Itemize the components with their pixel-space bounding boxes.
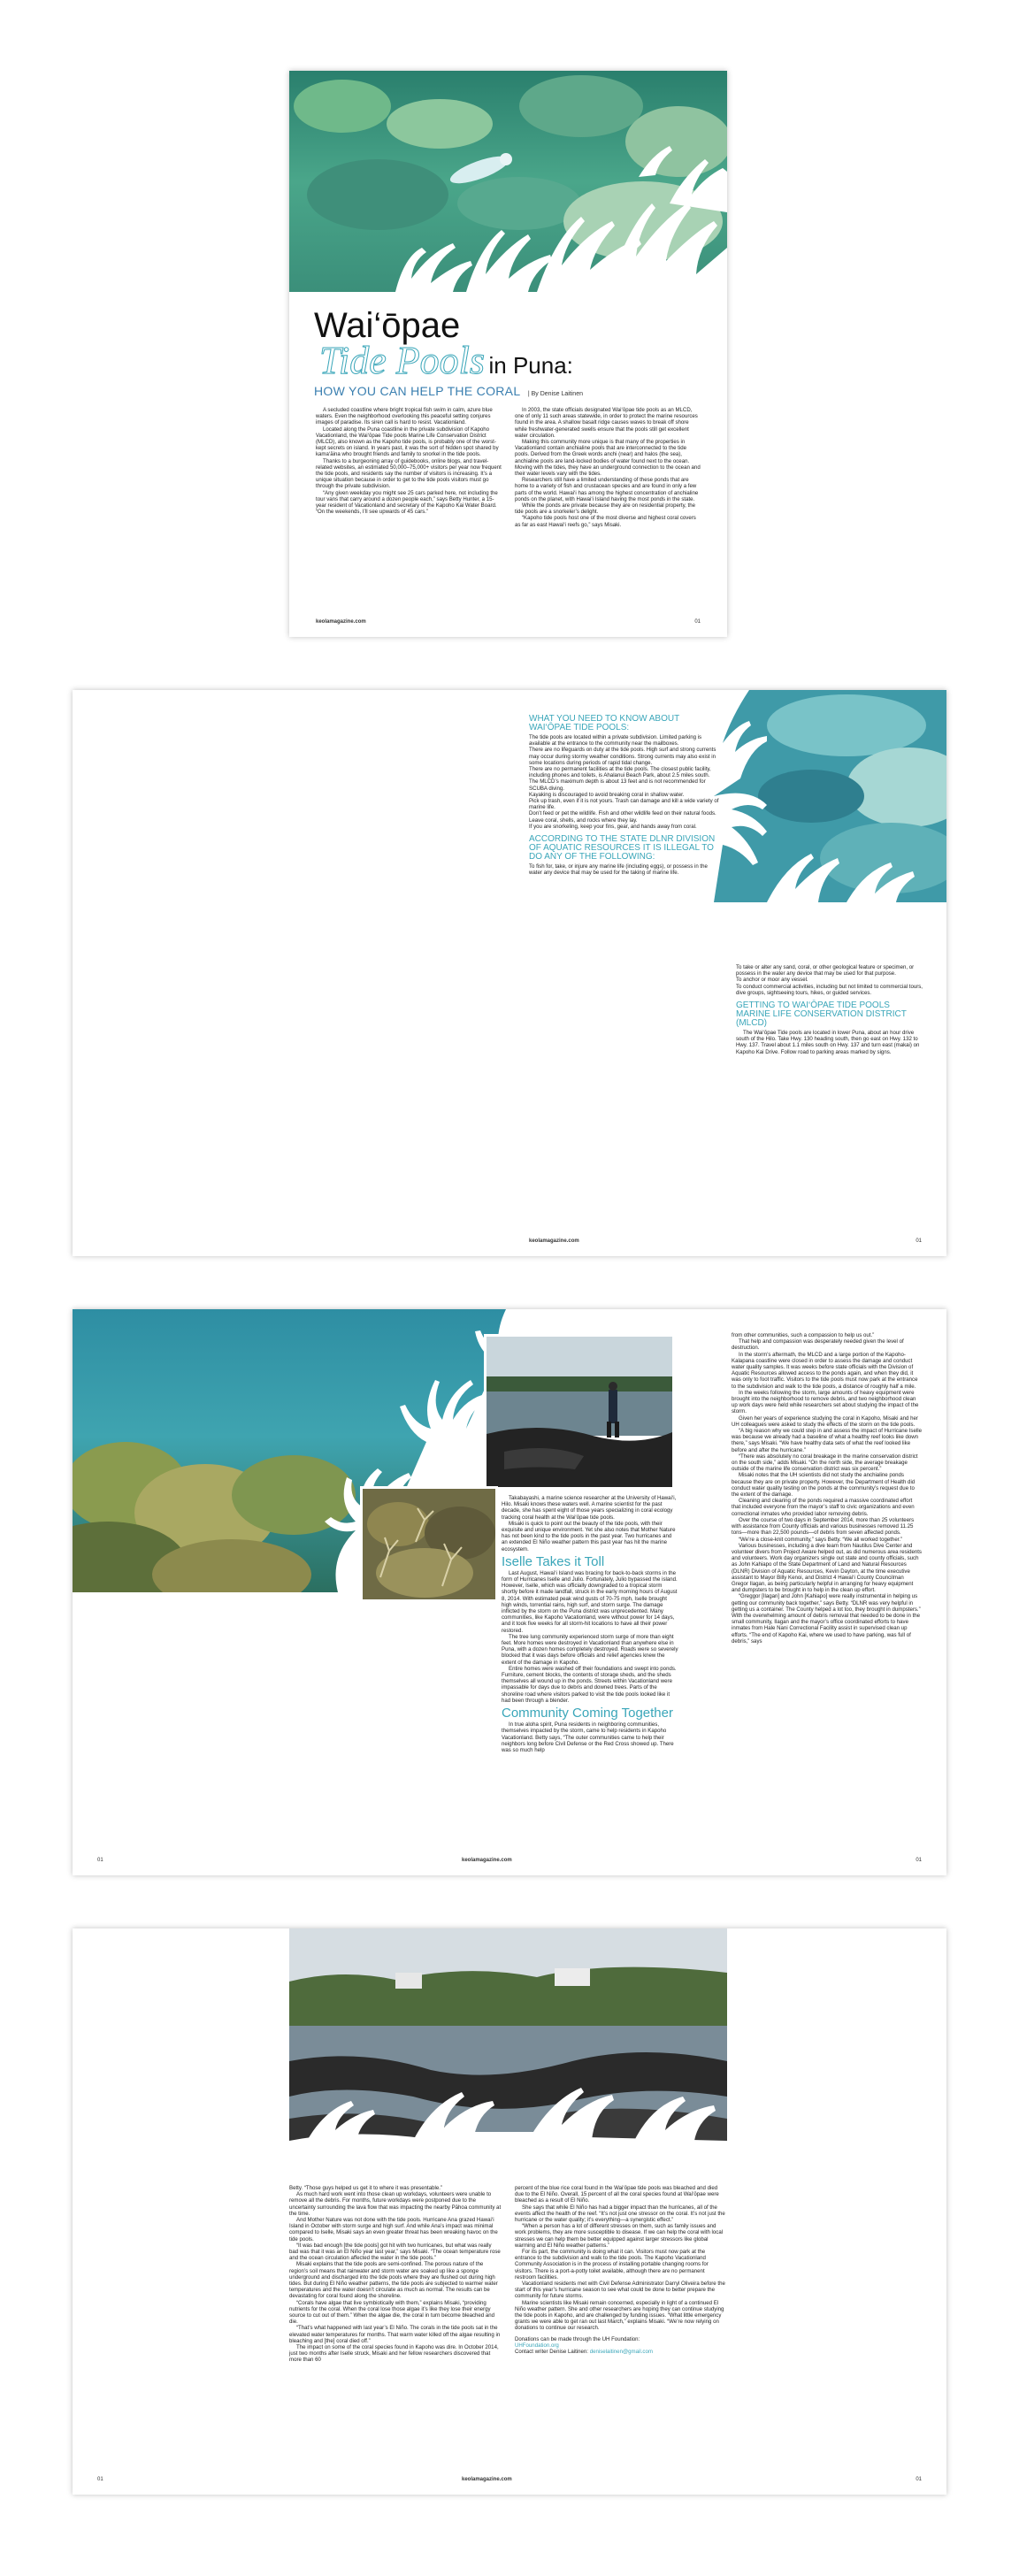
paragraph: Located along the Puna coastline in the private subdivision of Kapoho Vacationland, the Wai‘ōpae Tide pools Marine Life Conservation District (MLCD), also known as the Kapoho tide pools, is probably one of the worst-kept secrets on island. In years past, it was the sort of hidden spot shared by kama‘āina who brought friends and family to snorkel in the tide pools. bbox=[316, 426, 499, 458]
paragraph: Last August, Hawai‘i Island was bracing for back-to-back storms in the form of Hurricanes Iselle and Julio. Fortunately, Julio bypassed the island. However, Iselle, which was officially downgraded to a tropical storm shortly before it made landfall, struck in the early morning hours of August 8, 2014. With estimated peak wind gusts of 70-75 mph, Iselle brought high winds, torrential rains, high surf, and storm surge. The damage inflicted by the storm on the Puna district was unprecedented. Many communities, like Kapoho Vacationland, were without power for 14 days, and it took five weeks for all storm-hit locations to have all their power restored. bbox=[502, 1569, 678, 1634]
folio-site: keolamagazine.com bbox=[462, 1858, 512, 1863]
folio-page-number-left: 01 bbox=[97, 1858, 103, 1863]
contact-email-link[interactable]: deniselaitinen@gmail.com bbox=[589, 2349, 653, 2356]
paragraph: A secluded coastline where bright tropical fish swim in calm, azure blue waters. Even the neighborhood overlooking this peaceful setting conjures images of paradise. Its siren call is hard to resist. Vacationland. bbox=[316, 407, 493, 426]
folio-site: keolamagazine.com bbox=[462, 2477, 512, 2482]
list-item: There are no permanent facilities at the tide pools. The closest public facility, including phones and toilets, is Ahalanui Beach Park, about 2.5 miles south. bbox=[529, 766, 711, 779]
folio-page-number: 01 bbox=[916, 1238, 922, 1244]
paragraph: In the weeks following the storm, large amounts of heavy equipment were brought into the neighborhood to remove debris, and two neighborhood clean up work days were held while researchers set about studying the impact of the storm. bbox=[732, 1389, 919, 1415]
list-item: Pick up trash, even if it is not yours. Trash can damage and kill a wide variety of marine life. bbox=[529, 798, 719, 811]
bleached-coral-photo bbox=[360, 1486, 498, 1602]
paragraph: Cleaning and clearing of the ponds required a massive coordinated effort that included everyone from the mayor’s staff to civic organizations and even correctional inmates who provided labor removing debris. bbox=[732, 1498, 915, 1517]
paragraph: Betty. “Those guys helped us get it to where it was presentable.” bbox=[289, 2185, 442, 2191]
spread3-column-1 bbox=[502, 1495, 678, 1753]
paragraph: “Corals have algae that live symbiotically with them,” explains Misaki, “providing nutrients for the coral. When the coral lose those algae it’s like they lose their energy source to cut out of them.” When the algae die, the coral in turn become bleached and die. bbox=[289, 2299, 495, 2326]
paragraph: “That’s what happened with last year’s El Niño. The corals in the tide pools sat in the elevated water temperatures for months. That warm water killed off the algae resulting in bleaching and [the] coral died off.” bbox=[289, 2325, 501, 2344]
donations-note bbox=[515, 2336, 727, 2356]
paragraph: In the storm’s aftermath, the MLCD and a large portion of the Kapoho-Kalapana coastline were closed in order to assess the damage and conduct water quality samples. It was weeks before state officials with the Division of Aquatic Resources allowed access to the ponds again, and when they did, it was only to foot traffic. Visitors to the tide pools must now park at the entrance to the subdivision and walk to the tide pools, a distance of roughly half a mile. bbox=[732, 1351, 918, 1390]
spread-1 bbox=[289, 71, 727, 637]
title-rest: in Puna: bbox=[488, 352, 573, 379]
list-item: Leave coral, shells, and rocks where they lay. bbox=[529, 816, 638, 824]
list-item: The MLCD’s maximum depth is about 13 feet and is not recommended for SCUBA diving. bbox=[529, 778, 706, 792]
article-subtitle-row bbox=[314, 384, 721, 400]
list-item: Don’t feed or pet the wildlife. Fish and other wildlife feed on their natural foods. bbox=[529, 810, 716, 817]
byline: | By Denise Laitinen bbox=[527, 391, 583, 397]
info-list bbox=[529, 734, 722, 830]
list-item: To fish for, take, or injure any marine life (including eggs), or possess in the water any device that may be used for the taking of marine life. bbox=[529, 863, 708, 877]
list-item: Kayaking is discouraged to avoid breaking coral in shallow water. bbox=[529, 791, 685, 798]
list-item: To conduct commercial activities, including but not limited to commercial tours, dive groups, sightseeing tours, hikes, or guided services. bbox=[736, 983, 923, 996]
spread3-column-2 bbox=[732, 1332, 922, 1644]
paragraph: Vacationland residents met with Civil Defense Administrator Darryl Oliveira before the start of this year’s hurricane season to see what could be done to better prepare the community for future storms. bbox=[515, 2281, 725, 2300]
rules-list-continued bbox=[736, 964, 926, 996]
paragraph: Entire homes were washed off their foundations and swept into ponds. Furniture, cement blocks, the contents of storage sheds, and the sheds themselves all wound up in the ponds. Streets within Vacationland were impassable for days due to debris and downed trees. Parts of the shoreline road where visitors parked to visit the tide pools looked like it had been through a blender. bbox=[502, 1665, 677, 1704]
title-script: Tide Pools bbox=[319, 339, 486, 382]
spread-3 bbox=[73, 1309, 946, 1875]
coral-photo-corner bbox=[714, 690, 946, 955]
list-item: There are no lifeguards on duty at the tide pools. High surf and strong currents may occur during stormy weather conditions. Strong currents may also exist in some locations during periods of rapid tidal change. bbox=[529, 747, 716, 766]
contact-label: Contact writer Denise Laitinen: bbox=[515, 2349, 588, 2356]
paragraph: “Any given weekday you might see 25 cars parked here, not including the tour vans that carry around a dozen people each,” says Betty Hunter, a 15-year resident of Vacationland and secretary of the Kapoho Kai Water Board. “On the weekends, I’ll see upwards of 45 cars.” bbox=[316, 489, 498, 516]
paragraph: For its part, the community is doing what it can. Visitors must now park at the entrance to the subdivision and walk to the tide pools. The Kapoho Vacationland Community Association is in the process of installing portable changing rooms for visitors. There is a port-a-potty toilet available, although there are no permanent restroom facilities. bbox=[515, 2249, 709, 2281]
paragraph: percent of the blue rice coral found in the Wai‘ōpae tide pools was bleached and died due to the El Niño. Overall, 15 percent of all the coral species found at Wai‘ōpae were bleached as a result of El Niño. bbox=[515, 2185, 719, 2204]
spread4-column-2 bbox=[515, 2185, 727, 2355]
spread-4 bbox=[73, 1928, 946, 2495]
article-title bbox=[314, 308, 712, 343]
paragraph: Over the course of two days in September 2014, more than 25 volunteers with assistance from County officials and various businesses removed 11.25 tons—more than 22,500 pounds—of debris from seven affected ponds. bbox=[732, 1516, 915, 1537]
paragraph: Thanks to a burgeoning array of guidebooks, online blogs, and travel-related websites, an estimated 50,000–75,000+ visitors per year now frequent the tide pools, and residents say the number of visitors is increasing. It’s a unique situation because in order to get to the tide pools visitors must go through the private subdivision. bbox=[316, 457, 502, 490]
paragraph: The Wai‘ōpae Tide pools are located in lower Puna, about an hour drive south of the Hilo. Take Hwy. 130 heading south, then go east on Hwy. 132 to Hwy. 137. Travel about 1.1 miles south on Hwy. 137 and turn east (makai) on Kapoho Kai Drive. Follow road to parking areas marked by signs. bbox=[736, 1030, 920, 1055]
article-title-line2 bbox=[319, 341, 717, 380]
list-item: To anchor or moor any vessel. bbox=[736, 977, 808, 984]
folio-site: keolamagazine.com bbox=[316, 619, 366, 625]
section-heading: ACCORDING TO THE STATE DLNR DIVISION OF AQUATIC RESOURCES IT IS ILLEGAL TO DO ANY OF THE FOLLOWING: bbox=[529, 834, 716, 862]
paragraph: In true aloha spirit, Puna residents in neighboring communities, themselves impacted by the storm, came to help residents in Kapoho Vacationland. Betty says, “The outer communities came to help their neighbors long before Civil Defense or the Red Cross showed up. There was so much help bbox=[502, 1721, 674, 1753]
paragraph: While the ponds are private because they are on residential property, the tide pools are a snorkeler’s delight. bbox=[515, 502, 696, 516]
paragraph: “We’re a close-knit community,” says Betty. “We all worked together.” bbox=[739, 1536, 903, 1543]
subheading: Community Coming Together bbox=[502, 1706, 673, 1721]
paragraph: Researchers still have a limited understanding of these ponds that are home to a variety of fish and crustacean species and are found in only a few parts of the world. Hawai‘i has among the highest concentration of anchialine ponds on the planet, with Hawai‘i Island having the most ponds in the state. bbox=[515, 477, 699, 502]
spread1-column-2 bbox=[515, 407, 701, 528]
paragraph: from other communities, such a compassion to help us out.” bbox=[732, 1332, 875, 1338]
contact-line bbox=[515, 2349, 727, 2355]
folio-page-number-right: 01 bbox=[916, 2477, 922, 2482]
tide-pools-shoreline-photo bbox=[289, 1928, 727, 2181]
article-subtitle: HOW YOU CAN HELP THE CORAL bbox=[314, 384, 521, 398]
section-heading: WHAT YOU NEED TO KNOW ABOUT WAI‘ŌPAE TIDE POOLS: bbox=[529, 714, 680, 732]
paragraph: In 2003, the state officials designated Wai‘ōpae tide pools as an MLCD, one of only 11 such areas statewide, in order to protect the marine resources found in the area. A shallow basalt ridge causes waves to break off shore while freshwater-generated swells ensure that the pools still get excellent water circulation. bbox=[515, 407, 698, 439]
paragraph: Misaki notes that the UH scientists did not study the anchialine ponds because they are on private property. However, the Department of Health did conduct water quality testing on the ponds at the community’s request due to the extent of the damage. bbox=[732, 1472, 916, 1499]
paragraph: Takabayashi, a marine science researcher at the University of Hawai‘i, Hilo. Misaki knows these waters well. A marine scientist for the past decade, she has spent eight of those years specializing in coral ecology tracking coral health at the Wai‘ōpae tide pools. bbox=[502, 1495, 677, 1521]
paragraph: “It was bad enough [the tide pools] got hit with two hurricanes, but what was really bad was that it was an El Niño year last year,” says Misaki. “The ocean temperature rose and the ocean circulation affected the water in the tide pools.” bbox=[289, 2242, 501, 2262]
spread4-column-1 bbox=[289, 2185, 502, 2364]
paragraph: “When a person has a lot of different stresses on them, such as family issues and work problems, they are more susceptible to disease. If we can help the coral with local stresses we can help them be better equipped against larger stressors like global warming and El Niño weather patterns.” bbox=[515, 2223, 724, 2249]
paragraph: The impact on some of the coral species found in Kapoho was dire. In October 2014, just two months after Iselle struck, Misaki and her fellow researchers discovered that more than 60 bbox=[289, 2344, 499, 2364]
spread2-column-1 bbox=[529, 715, 722, 876]
paragraph: “Kapoho tide pools host one of the most diverse and highest coral covers as far as east Hawai‘i reefs go,” says Misaki. bbox=[515, 515, 696, 528]
folio-page-number-right: 01 bbox=[916, 1858, 922, 1863]
paragraph: That help and compassion was desperately needed given the level of destruction. bbox=[732, 1338, 904, 1352]
folio-page-number-left: 01 bbox=[97, 2477, 103, 2482]
list-item: If you are snorkeling, keep your fins, gear, and hands away from coral. bbox=[529, 823, 697, 830]
folio-site: keolamagazine.com bbox=[529, 1238, 579, 1244]
list-item: The tide pools are located within a private subdivision. Limited parking is available at the entrance to the community near the mailboxes. bbox=[529, 734, 702, 748]
directions bbox=[736, 1030, 926, 1055]
spread-2 bbox=[73, 690, 946, 1256]
paragraph: Various businesses, including a dive team from Nautilus Dive Center and volunteer divers from Project Aware helped out, as did numerous area residents and volunteers. Work day organizers single out state and county officials, such as John Kahiapo of the State Department of Land and Natural Resources (DLNR) Division of Aquatic Resources, Kevin Dayton, at the time executive assistant to Mayor Billy Kenoi, and District 4 Hawai‘i County Councilman Gregor Ilagan, as being particularly helpful in arranging for heavy equipment and dumpsters to be brought in to help in the clean up effort. bbox=[732, 1542, 922, 1594]
title-word: Wai‘ōpae bbox=[314, 306, 461, 345]
spread1-column-1 bbox=[316, 407, 502, 515]
paragraph: The tree lung community experienced storm surge of more than eight feet. More homes were destroyed in Vacationland than anywhere else in Puna, with a dozen homes completely destroyed. Roads were so severely blocked that it was days before officials and relief agencies knew the extent of the damage in Kapoho. bbox=[502, 1633, 678, 1666]
donations-intro: Donations can be made through the UH Foundation: bbox=[515, 2335, 640, 2342]
paragraph: “Greggor [Ilagan] and John [Kahiapo] were really instrumental in helping us getting our community back together,” says Betty. “DLNR was very helpful in getting us a container. The County helped a lot too, they brought in dumpsters.” With the overwhelming amount of debris removal that needed to be done in the small community, Ilagan and the mayor’s office coordinated efforts to have inmates from Hale Nani Correctional Facility assist in supervised clean up efforts. “The end of Kapoho Kai, where we used to have parking, was full of debris,” says bbox=[732, 1593, 921, 1644]
folio-page-number: 01 bbox=[694, 619, 701, 625]
spread2-column-2 bbox=[736, 964, 926, 1055]
section-heading: GETTING TO WAI‘ŌPAE TIDE POOLS MARINE LIFE CONSERVATION DISTRICT (MLCD) bbox=[736, 1000, 907, 1029]
paragraph: As much hard work went into those clean up workdays, volunteers were unable to remove all the debris. For months, future workdays were postponed due to the uncertainty surrounding the lava flow that was impacting the nearby Pāhoa community at the time. bbox=[289, 2191, 502, 2217]
paragraph: Given her years of experience studying the coral in Kapoho, Misaki and her UH colleagues were asked to study the effects of the storm on the tide pools. bbox=[732, 1414, 918, 1428]
paragraph: Misaki is quick to point out the beauty of the tide pools, with their exquisite and unique environment. Yet she also notes that Mother Nature has not been kind to the tide pools in the past year. Two hurricanes and an extended El Niño weather pattern this past year has hit the marine ecosystem. bbox=[502, 1520, 676, 1552]
paragraph: “There was absolutely no coral breakage in the marine conservation district on the south side,” adds Misaki. “On the north side, the average breakage outside of the marine life conservation district was six percent.” bbox=[732, 1453, 918, 1473]
paragraph: Misaki explains that the tide pools are semi-confined. The porous nature of the region’s soil means that rainwater and storm water are soaked up like a sponge underground and discharged into the tide pools where they are flushed out during high tides. But during El Niño weather patterns, the tide pools are subjected to warmer water temperatures and the water doesn’t circulate as much as normal. The results can be devastating for coral found along the shoreline. bbox=[289, 2261, 498, 2300]
donations-link[interactable]: UHFoundation.org bbox=[515, 2342, 559, 2349]
subheading: Iselle Takes it Toll bbox=[502, 1553, 605, 1569]
spread2-left-page bbox=[73, 690, 510, 1256]
snorkeler-shore-photo bbox=[484, 1334, 675, 1490]
list-item: To take or alter any sand, coral, or other geological feature or specimen, or possess in the water any device that may be used for that purpose. bbox=[736, 964, 915, 978]
paragraph: Marine scientists like Misaki remain concerned, especially in light of a continued El Niño weather pattern. She and other researchers are hoping they can continue studying the tide pools in Kapoho, and are challenged by funding issues. “What little emergency grants we were able to get ran out last March,” explains Misaki. “We’re now relying on donations to continue our research. bbox=[515, 2299, 724, 2332]
paragraph: “A big reason why we could step in and assess the impact of Hurricane Iselle was because we already had a baseline of what a healthy reef looks like down there,” says Misaki. “We have healthy data sets of what the reef looked like before and after the hurricane.” bbox=[732, 1428, 922, 1453]
paragraph: She says that while El Niño has had a bigger impact than the hurricanes, all of the events affect the health of the reef. “It’s not just one stressor on the coral. It’s not just the hurricane or the water quality; it’s everything—a synergistic effect.” bbox=[515, 2204, 725, 2224]
rules-list bbox=[529, 863, 722, 876]
paragraph: And Mother Nature was not done with the tide pools. Hurricane Ana grazed Hawai‘i Island in October with storm surge and high surf. And while Ana’s impact was minimal compared to Iselle, Misaki says an even greater threat has been wreaking havoc on the tide pools. bbox=[289, 2217, 498, 2242]
paragraph: Making this community more unique is that many of the properties in Vacationland contain anchialine pools that are interconnected to the tide pools. Derived from the Greek words anchi (near) and halos (the sea), anchialine pools are land-locked bodies of water found next to the ocean. Moving with the tides, they have an underground connection to the ocean and their water levels vary with the tides. bbox=[515, 439, 701, 478]
